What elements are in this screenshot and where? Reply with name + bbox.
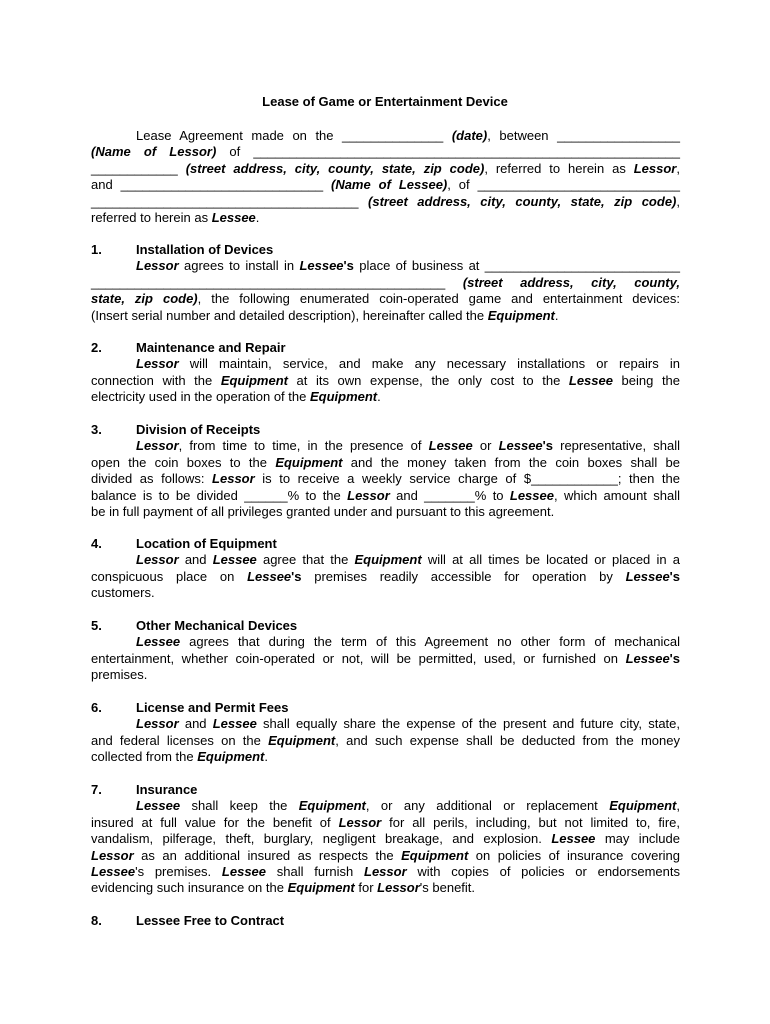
section-heading: Installation of Devices [136, 242, 274, 257]
text-segment: , referred to herein as [484, 160, 634, 176]
text-segment: . [264, 749, 269, 765]
text-segment: shall equally share the expense of the present and future city, state, [256, 716, 680, 732]
emphasis-text: Lessor [136, 552, 179, 568]
text-segment: evidencing such insurance on the [91, 880, 288, 896]
section-number: 7. [91, 782, 102, 797]
emphasis-text: Lessor [364, 864, 407, 879]
section-heading: Insurance [136, 782, 198, 797]
text-segment: representative, shall [552, 438, 680, 454]
bold-text: 's [669, 650, 680, 666]
emphasis-text: Lessee [212, 716, 257, 732]
text-segment: , [676, 160, 680, 176]
text-line [91, 569, 680, 585]
emphasis-text: Equipment [401, 847, 469, 863]
text-line [136, 798, 680, 814]
emphasis-text: Lessor [136, 716, 179, 732]
emphasis-text: Lessee [625, 568, 670, 584]
text-line [136, 716, 680, 732]
text-segment: or [472, 438, 499, 454]
emphasis-text: (street address, city, county, state, zip code) [185, 160, 485, 176]
text-segment: _________________________________________________ [91, 274, 463, 290]
text-line [136, 552, 680, 568]
text-line [91, 144, 680, 160]
text-segment: , [676, 193, 680, 209]
text-segment: . [255, 210, 260, 225]
text-line [91, 864, 680, 880]
emphasis-text: state, zip code) [91, 291, 198, 307]
text-line [136, 258, 680, 274]
text-segment: electricity used in the operation of the [91, 389, 310, 405]
section-number: 5. [91, 618, 102, 633]
text-line [91, 504, 680, 520]
text-line [91, 389, 680, 405]
text-segment: connection with the [91, 372, 221, 388]
emphasis-text: Lessor [347, 487, 390, 503]
text-segment: balance is to be divided ______% to the [91, 487, 348, 503]
emphasis-text: (street address, city, county, [462, 274, 680, 290]
emphasis-text: Lessor [377, 880, 420, 896]
emphasis-text: Lessee [247, 568, 292, 584]
text-segment: , or any additional or replacement [365, 798, 610, 814]
text-segment: agrees to install in [178, 258, 300, 274]
emphasis-text: Lessor [212, 471, 255, 487]
text-line [91, 275, 680, 291]
emphasis-text: Equipment [287, 880, 355, 896]
text-segment: vandalism, pilferage, theft, burglary, negligent breakage, and explosion. [91, 831, 552, 847]
emphasis-text: Equipment [609, 798, 677, 814]
text-line [91, 733, 680, 749]
text-segment: 's benefit. [419, 880, 476, 896]
text-segment: at its own expense, the only cost to the [287, 372, 569, 388]
text-segment: with copies of policies or endorsements [406, 864, 680, 879]
text-segment: , between _________________ [487, 128, 680, 143]
text-segment: divided as follows: [91, 471, 213, 487]
text-segment: agree that the [256, 552, 355, 568]
section-heading: Division of Receipts [136, 422, 261, 437]
text-line [91, 210, 680, 226]
text-line [91, 291, 680, 307]
emphasis-text: Lessee [498, 438, 543, 454]
section-heading: Maintenance and Repair [136, 340, 286, 355]
text-segment: , the following enumerated coin-operated game and entertainment devices: [197, 291, 680, 307]
emphasis-text: Lessee [568, 372, 613, 388]
section-number: 8. [91, 913, 102, 928]
emphasis-text: Equipment [220, 372, 288, 388]
text-segment: will at all times be located or placed in a [421, 552, 680, 568]
text-segment: premises. [91, 667, 148, 683]
emphasis-text: Equipment [487, 307, 555, 323]
text-line [91, 488, 680, 504]
text-segment: shall keep the [180, 798, 299, 814]
text-segment: (Insert serial number and detailed description), hereinafter called the [91, 307, 488, 323]
emphasis-text: Lessor [136, 356, 179, 372]
text-segment: customers. [91, 585, 155, 601]
text-line [91, 848, 680, 864]
bold-text: 's [291, 568, 302, 584]
text-segment: . [554, 307, 559, 323]
section-number: 3. [91, 422, 102, 437]
text-line [91, 585, 680, 601]
text-segment: is to receive a weekly service charge of $____________; then the [254, 471, 680, 487]
text-line [91, 815, 680, 831]
section-heading: License and Permit Fees [136, 700, 289, 715]
text-segment: of ___________________________________________________________ [216, 144, 680, 160]
emphasis-text: Equipment [268, 732, 336, 748]
emphasis-text: (Name of Lessor) [91, 144, 217, 160]
text-segment: and federal licenses on the [91, 732, 269, 748]
emphasis-text: (street address, city, county, state, zip code) [368, 193, 677, 209]
text-segment: agrees that during the term of this Agreement no other form of mechanical [180, 634, 680, 650]
emphasis-text: Equipment [275, 454, 343, 470]
text-segment: referred to herein as [91, 210, 212, 225]
text-line [91, 749, 680, 765]
emphasis-text: Lessee [91, 864, 136, 879]
text-segment: and [178, 552, 213, 568]
emphasis-text: Equipment [298, 798, 366, 814]
text-line [91, 880, 680, 896]
text-segment: , and such expense shall be deducted from the money [335, 732, 680, 748]
emphasis-text: Lessor [136, 438, 179, 454]
text-segment: conspicuous place on [91, 568, 248, 584]
text-segment: premises readily accessible for operation by [301, 568, 626, 584]
text-segment: may include [595, 831, 680, 847]
emphasis-text: Lessor [91, 847, 134, 863]
bold-text: 's [343, 258, 354, 274]
emphasis-text: Lessor [338, 814, 382, 830]
text-line [91, 455, 680, 471]
emphasis-text: (Name of Lessee) [330, 177, 448, 193]
text-segment: open the coin boxes to the [91, 454, 276, 470]
emphasis-text: Lessee [428, 438, 473, 454]
text-segment: . [377, 389, 381, 405]
emphasis-text: Lessee [509, 487, 554, 503]
text-segment: , which amount shall [553, 487, 680, 503]
section-number: 2. [91, 340, 102, 355]
text-line [91, 831, 680, 847]
emphasis-text: Lessor [136, 258, 179, 274]
text-segment: , [676, 798, 680, 814]
text-segment: being the [612, 372, 681, 388]
text-segment: will maintain, service, and make any necessary installations or repairs in [178, 356, 680, 372]
text-line [136, 438, 680, 454]
text-segment: on policies of insurance covering [468, 847, 680, 863]
text-line [91, 161, 680, 177]
emphasis-text: Lessee [136, 798, 181, 814]
document-title: Lease of Game or Entertainment Device [262, 94, 508, 109]
text-segment: ____________ [91, 160, 186, 176]
text-line [136, 356, 680, 372]
text-line [91, 373, 680, 389]
emphasis-text: Equipment [309, 389, 378, 405]
text-segment: , from time to time, in the presence of [178, 438, 429, 454]
section-number: 4. [91, 536, 102, 551]
text-segment: and ____________________________ [91, 177, 331, 193]
section-heading: Location of Equipment [136, 536, 277, 551]
text-segment: and the money taken from the coin boxes shall be [342, 454, 680, 470]
text-line [91, 194, 680, 210]
text-line [91, 308, 680, 324]
emphasis-text: Lessor [633, 160, 677, 176]
emphasis-text: Lessee [211, 210, 256, 225]
text-segment: 's premises. [135, 864, 222, 879]
bold-text: 's [542, 438, 553, 454]
emphasis-text: Lessee [551, 831, 596, 847]
text-segment: and _______% to [389, 487, 510, 503]
text-line [91, 177, 680, 193]
emphasis-text: (date) [451, 128, 488, 143]
text-segment: _____________________________________ [91, 193, 369, 209]
text-segment: Lease Agreement made on the ______________ [136, 128, 452, 143]
text-line [91, 667, 680, 683]
emphasis-text: Lessee [221, 864, 267, 879]
emphasis-text: Lessee [136, 634, 181, 650]
text-segment: be in full payment of all privileges granted under and pursuant to this agreement. [91, 504, 555, 519]
text-segment: entertainment, whether coin-operated or not, will be permitted, used, or furnished on [91, 650, 626, 666]
text-segment: for [354, 880, 378, 896]
text-line [136, 634, 680, 650]
text-segment: shall furnish [266, 864, 365, 879]
emphasis-text: Lessee [625, 650, 670, 666]
section-heading: Other Mechanical Devices [136, 618, 298, 633]
text-segment: as an additional insured as respects the [133, 847, 402, 863]
bold-text: 's [669, 568, 680, 584]
section-number: 6. [91, 700, 102, 715]
text-segment: for all perils, including, but not limited to, fire, [381, 814, 680, 830]
emphasis-text: Equipment [354, 552, 422, 568]
text-line [91, 651, 680, 667]
emphasis-text: Lessee [299, 258, 344, 274]
text-segment: place of business at ___________________________ [353, 258, 680, 274]
text-line [91, 471, 680, 487]
text-segment: and [178, 716, 213, 732]
emphasis-text: Equipment [197, 749, 265, 765]
text-line [136, 128, 680, 144]
text-segment: insured at full value for the benefit of [91, 814, 339, 830]
text-segment: , of ____________________________ [447, 177, 681, 193]
section-number: 1. [91, 242, 102, 257]
text-segment: collected from the [91, 749, 198, 765]
emphasis-text: Lessee [212, 552, 257, 568]
section-heading: Lessee Free to Contract [136, 913, 285, 928]
